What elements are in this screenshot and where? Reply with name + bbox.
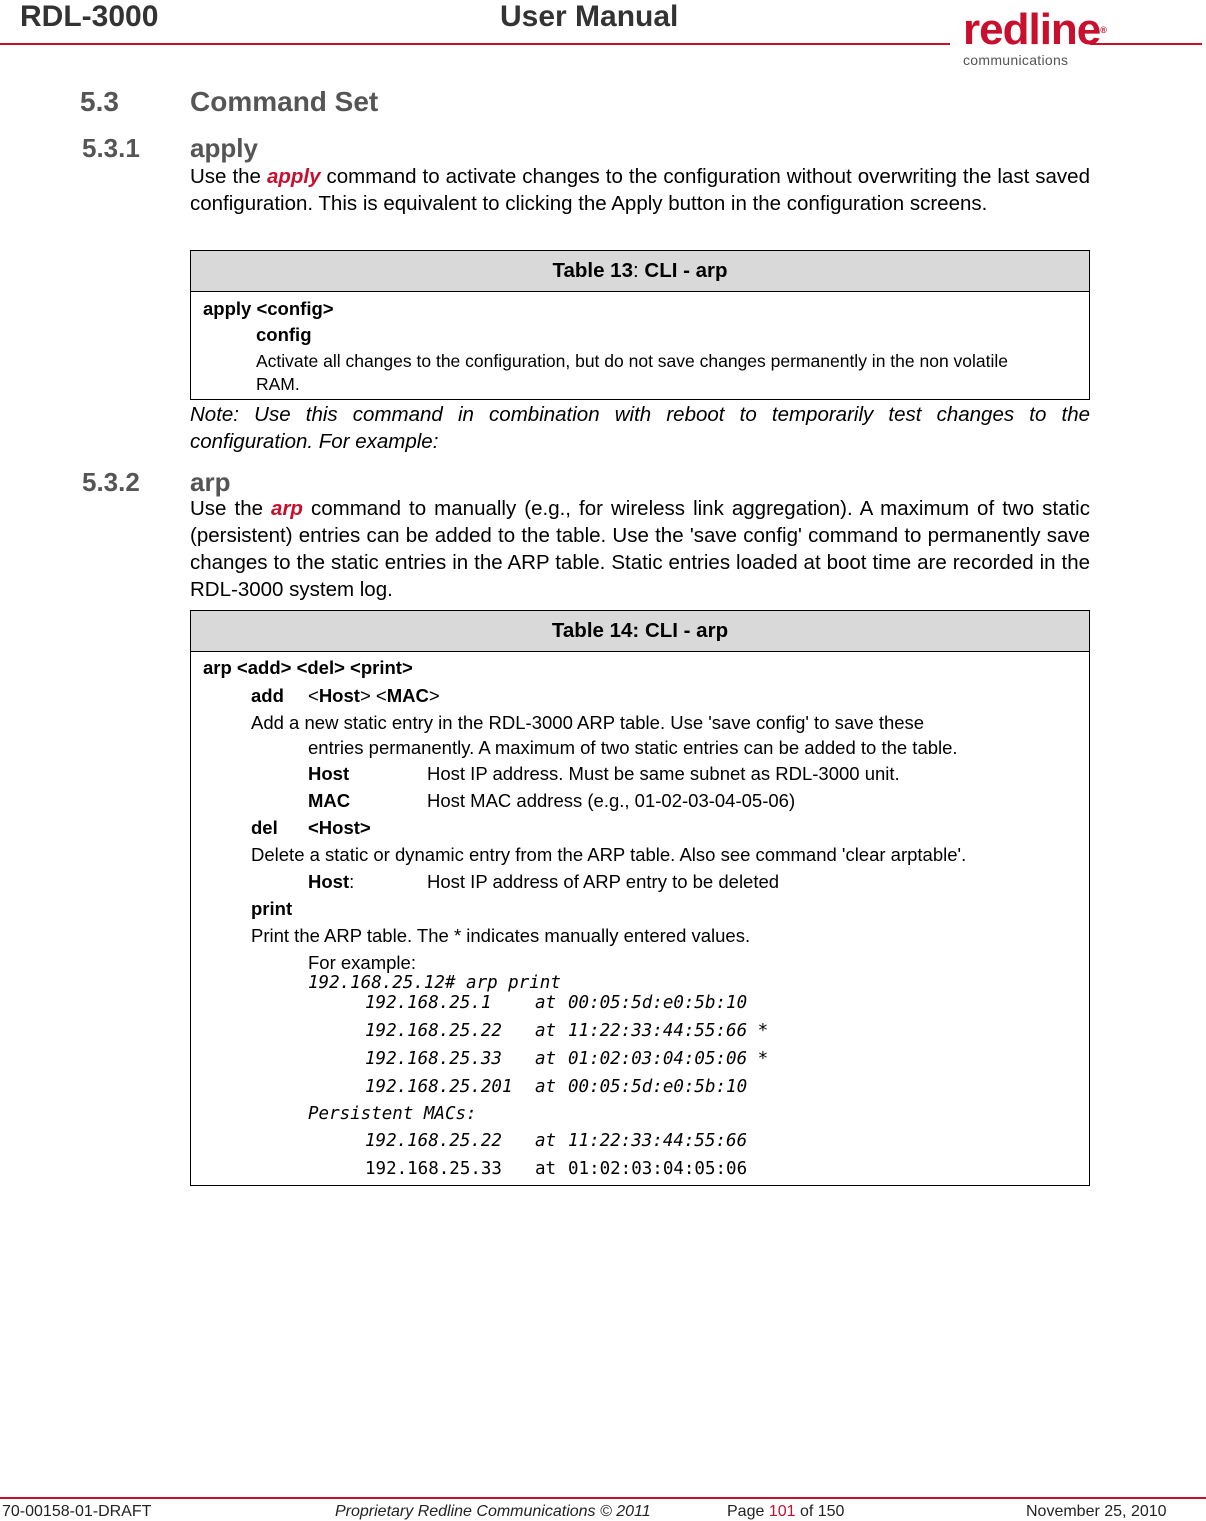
arp-number: 5.3.2 xyxy=(82,467,140,497)
apply-param-desc: Activate all changes to the configuration, but do not save changes permanently in the non volatile RAM. xyxy=(256,351,1009,394)
arp-del-host-desc: Host IP address of ARP entry to be deleted xyxy=(427,871,780,892)
section-title: Command Set xyxy=(190,86,379,117)
doc-type: User Manual xyxy=(500,0,679,33)
arp-mac-label: MAC xyxy=(308,790,351,811)
arp-entry-ip: 192.168.25.22 xyxy=(365,1021,502,1041)
footer-proprietary: Proprietary Redline Communications © 2011 xyxy=(335,1503,651,1520)
arp-entry-at: at xyxy=(535,1077,557,1097)
arp-entry-mac: 00:05:5d:e0:5b:10 xyxy=(568,993,748,1013)
apply-intro: Use the apply command to activate changes to the configuration without overwriting the last saved configuration. This is equivalent to clicking the Apply button in the configuration screens. xyxy=(190,165,1090,215)
section-number: 5.3 xyxy=(80,86,119,117)
arp-entry-mac: 01:02:03:04:05:06 * xyxy=(568,1049,769,1069)
arp-mac-desc: Host MAC address (e.g., 01-02-03-04-05-06) xyxy=(427,790,796,811)
apply-title: apply xyxy=(190,133,258,163)
apply-syntax: apply <config> xyxy=(203,298,334,319)
arp-add-label: add xyxy=(251,685,284,706)
arp-intro: Use the arp command to manually (e.g., for wireless link aggregation). A maximum of two static (persistent) entries can be added to the table. Use the 'save config' command to permanently save changes to the static entries in the ARP table. Static entries loaded at boot time are recorded in the RDL-3000 system log. xyxy=(190,497,1090,601)
arp-persistent-ip: 192.168.25.33 xyxy=(365,1159,502,1179)
apply-cmd: apply xyxy=(266,165,321,188)
doc-id: RDL-3000 xyxy=(20,0,159,33)
arp-persistent-mac: 01:02:03:04:05:06 xyxy=(568,1159,748,1179)
arp-entry-at: at xyxy=(535,1049,557,1069)
arp-del-label: del xyxy=(251,817,278,838)
apply-table xyxy=(190,250,1090,400)
arp-table xyxy=(190,610,1090,1186)
arp-persistent-at: at xyxy=(535,1159,557,1179)
arp-add-desc-1: Add a new static entry in the RDL-3000 ARP table. Use 'save config' to save these xyxy=(251,712,925,733)
apply-number: 5.3.1 xyxy=(82,133,140,163)
footer-page: Page 101 of 150 xyxy=(727,1503,845,1520)
apply-table-caption: Table 13: CLI - arp xyxy=(191,251,1089,292)
arp-syntax: arp <add> <del> <print> xyxy=(203,657,413,678)
apply-note: Note: Use this command in combination with reboot to temporarily test changes to the configuration. For example: xyxy=(190,403,1090,453)
arp-print-desc: Print the ARP table. The * indicates manually entered values. xyxy=(251,925,751,946)
arp-persistent-mac: 11:22:33:44:55:66 xyxy=(568,1131,748,1151)
arp-entry-mac: 11:22:33:44:55:66 * xyxy=(568,1021,769,1041)
arp-add-args: <Host> <MAC> xyxy=(308,685,440,706)
arp-example-label: For example: xyxy=(308,952,416,973)
page-number: 101 xyxy=(768,1503,796,1520)
header-rule-left xyxy=(0,43,950,45)
arp-host-label: Host xyxy=(308,763,350,784)
arp-entry-ip: 192.168.25.1 xyxy=(365,993,492,1013)
arp-prompt: 192.168.25.12# arp print xyxy=(308,973,561,993)
redline-logo: redline® communications xyxy=(963,5,1106,68)
footer-doc-num: 70-00158-01-DRAFT xyxy=(2,1503,152,1520)
arp-cmd: arp xyxy=(271,497,303,520)
header-rule-right xyxy=(1090,43,1202,45)
arp-entry-at: at xyxy=(535,993,557,1013)
logo-word: redline xyxy=(963,5,1101,54)
arp-del-args: <Host> xyxy=(308,817,371,838)
arp-persistent-ip: 192.168.25.22 xyxy=(365,1131,502,1151)
arp-persistent-at: at xyxy=(535,1131,557,1151)
arp-del-desc: Delete a static or dynamic entry from the ARP table. Also see command 'clear arptable'. xyxy=(251,844,967,865)
logo-sub: communications xyxy=(963,52,1069,68)
arp-entry-ip: 192.168.25.33 xyxy=(365,1049,502,1069)
arp-title: arp xyxy=(190,467,231,497)
arp-entry-at: at xyxy=(535,1021,557,1041)
arp-host-desc: Host IP address. Must be same subnet as RDL-3000 unit. xyxy=(427,763,900,784)
arp-del-host-label: Host: xyxy=(308,871,355,892)
arp-entry-ip: 192.168.25.201 xyxy=(365,1077,513,1097)
apply-param: config xyxy=(256,324,312,345)
arp-entry-mac: 00:05:5d:e0:5b:10 xyxy=(568,1077,748,1097)
arp-add-desc-2: entries permanently. A maximum of two static entries can be added to the table. xyxy=(308,737,958,758)
arp-persistent-label: Persistent MACs: xyxy=(308,1104,477,1124)
footer-date: November 25, 2010 xyxy=(1026,1503,1167,1520)
arp-print-label: print xyxy=(251,898,293,919)
footer-rule xyxy=(0,1497,1206,1499)
arp-table-caption: Table 14: CLI - arp xyxy=(191,611,1089,652)
